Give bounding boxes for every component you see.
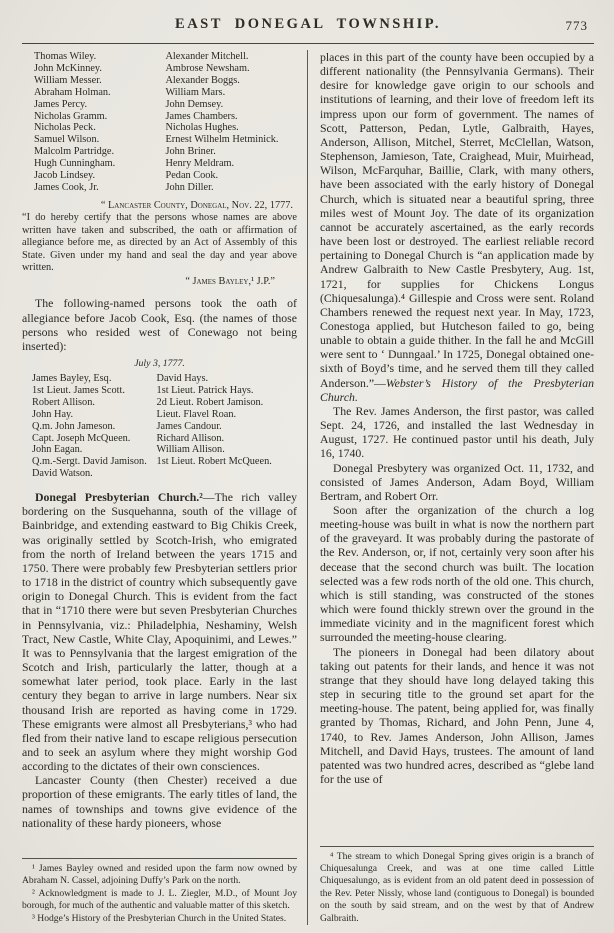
church-section-heading: Donegal Presbyterian Church.²: [35, 490, 203, 505]
header-rule: [22, 43, 594, 44]
right-footnote-rule: [320, 846, 594, 847]
oath-name-entry: William Allison.: [156, 444, 225, 456]
oath-name-entry: Malcolm Partridge.: [34, 146, 115, 158]
oath-name-entry: Thomas Wiley.: [34, 51, 97, 62]
left-footnotes: [22, 863, 297, 925]
oath-name-entry: John McKinney.: [34, 62, 102, 74]
continuation-paragraph: [320, 50, 594, 404]
oath-name-list-2-col-b: [157, 373, 297, 480]
oath-name-entry: Lieut. Flavel Roan.: [156, 408, 237, 420]
oath-name-entry: James Chambers.: [165, 110, 238, 122]
oath-name-list-2-col-a: [32, 373, 157, 480]
oath-name-list-1-col-b: [166, 51, 298, 194]
oath-name-entry: John Hay.: [32, 408, 74, 420]
two-column-layout: [22, 50, 594, 925]
patents-paragraph: The pioneers in Donegal had been dilatory about taking out patents for their lands, and hence it was not strange that they should have long delayed taking this step in securing title to the ground set apart for the meeting-house. The patent, being applied for, was finally granted by Thomas, Richard, and John Penn, June 4, 1740, to Rev. James Anderson, John Allison, James Mitchell, and David Hays, trustees. The amount of land patented was two hundred acres, described as “glebe land for the use of: [320, 644, 594, 786]
oath-name-list-1: [22, 50, 297, 197]
oath-name-entry: 2d Lieut. Robert Jamison.: [156, 396, 264, 408]
oath-name-entry: John Demsey.: [165, 98, 224, 110]
oath-name-entry: John Eagan.: [32, 444, 83, 456]
oath-name-entry: Nicholas Hughes.: [165, 122, 239, 134]
certification-block: [22, 200, 297, 289]
oath-name-entry: Nicholas Peck.: [34, 122, 96, 134]
church-section-paragraph-1: [22, 490, 297, 773]
left-footnote-block: [22, 854, 297, 925]
certification-signature: “ James Bayley,¹ J.P.”: [185, 275, 275, 287]
oath-name-entry: Nicholas Gramm.: [34, 110, 108, 122]
church-section-paragraph-2: Lancaster County (then Chester) received a due proportion of these emigrants. The early titles of land, the names of townships and towns give evidence of the nationality of these hardy pioneers, whose: [22, 773, 297, 830]
oath-name-entry: Alexander Boggs.: [165, 74, 240, 86]
pastor-paragraph: The Rev. James Anderson, the first pastor, was called Sept. 24, 1726, and installed the last Wednesday in August, 1727. He continued pastor until his death, July 16, 1740.: [320, 403, 594, 461]
oath-name-entry: 1st Lieut. Robert McQueen.: [156, 456, 272, 468]
oath-name-entry: 1st Lieut. Patrick Hays.: [156, 384, 254, 396]
certification-body: “I do hereby certify that the persons whose names are above written have taken and subscribed, the oath or affirmation of allegiance before me, as directed by an Act of Assembly of this State. Given under my hand and seal the day and year above written.: [22, 212, 297, 274]
oath-name-entry: Richard Allison.: [156, 432, 225, 444]
oath-name-entry: David Hays.: [156, 373, 209, 384]
page-header: [22, 16, 594, 38]
citation-text: Webster’s History of the Presbyterian Church.: [320, 375, 594, 404]
oath-name-list-2: [22, 372, 297, 483]
oath-name-entry: James Candour.: [156, 420, 222, 432]
date-heading: July 3, 1777.: [134, 358, 185, 369]
oath-name-entry: David Watson.: [32, 468, 93, 480]
oath-name-entry: 1st Lieut. James Scott.: [32, 384, 125, 396]
oath-name-entry: William Messer.: [34, 74, 102, 86]
oath-name-entry: Q.m. John Jameson.: [32, 420, 116, 432]
footnote: ⁴ The stream to which Donegal Spring gives origin is a branch of Chiquesalunga Creek, and was at one time called Little Chiquesalungo, as is evident from an old patent deed in possession of the Rev. Peter Nissly, whose land (contiguous to Donegal) is bounded on the south by said stream, and on the west by that of Andrew Galbraith.: [320, 850, 594, 924]
oath-name-entry: Pedan Cook.: [165, 170, 219, 182]
church-section-paragraph-1-text: —The rich valley bordering on the Susquehanna, south of the village of Bainbridge, and extending eastward to Big Chikis Creek, was originally settled by Scotch-Irish, who emigrated from the north of Ireland between the years 1715 and 1750. There were probably few Presbyterian settlers prior to 1718 in the district of country which subsequently gave origin to Donegal Church. This is evident from the fact that in “1710 there were but seven Presbyterian Churches in Pennsylvania, viz.: Philadelphia, Neshaminy, Welsh Tract, New Castle, White Clay, Apoquinimi, and Lewes.” It was to Pennsylvania that the largest emigration of the Scotch and Irish, particularly the latter, though at a somewhat later period, took place. Early in the last century they began to arrive in large numbers. Near six thousand Irish are reported as having come in 1729. These emigrants were almost all Presbyterians,³ who had fled from their native land to escape religious persecution and to seek an asylum where they might worship God according to the dictates of their own consciences.: [22, 490, 297, 774]
continuation-paragraph-text: places in this part of the county have been occupied by a different nationality (the Pennsylvania Germans). Their desire for knowledge gave origin to our schools and institutions of learning, and their love of freedom left its impress upon our form of government. The names of Scott, Patterson, Pedan, Lytle, Galbraith, Hayes, Anderson, Allison, Mitchel, Sterret, McClellan, Watson, Stephenson, Jamieson, Tate, Craighead, Muir, Muirhead, Wilson, McFarquhar, Baillie, Clark, with many others, have been associated with the early history of Donegal Church, which is situated near a beautiful spring, three miles west of Mount Joy. The date of its organization cannot be accurately ascertained, as the early records have been lost or destroyed. The earliest reliable record pertaining to Donegal Church is “an application made by Andrew Galbraith to New Castle Presbytery, Aug. 1st, 1721, for supplies for Chickens Longus (Chiquesalunga).⁴ Gillespie and Cross were sent. Roland Chambers renewed the request next year. In May, 1723, Conestoga applied, but Hutcheson failed to go, being unable to obtain a guide thither. In the fall he and McGill were sent to ‘ Dunngaal.’ In 1725, Donegal obtained one-sixth of Boyd’s time, and he served them till they called Anderson.”—: [320, 50, 594, 390]
oath-intro-paragraph: The following-named persons took the oath of allegiance before Jacob Cook, Esq. (the names of those persons who resided west of Conewago not being inserted):: [22, 296, 297, 353]
left-footnote-rule: [22, 858, 297, 859]
footnote: ³ Hodge’s History of the Presbyterian Church in the United States.: [32, 912, 287, 924]
oath-name-entry: Samuel Wilson.: [34, 134, 100, 146]
oath-name-entry: Henry Meldram.: [165, 158, 235, 170]
oath-name-entry: Alexander Mitchell.: [165, 51, 249, 62]
oath-name-entry: Ernest Wilhelm Hetminick.: [165, 134, 279, 146]
oath-name-entry: Robert Allison.: [32, 396, 95, 408]
oath-name-entry: John Diller.: [165, 181, 214, 193]
oath-name-entry: James Cook, Jr.: [34, 181, 99, 193]
oath-name-entry: Ambrose Newsham.: [165, 62, 250, 74]
oath-name-entry: James Percy.: [34, 98, 88, 110]
presbytery-paragraph: Donegal Presbytery was organized Oct. 11, 1732, and consisted of James Anderson, Adam Boyd, William Bertram, and Robert Orr.: [320, 460, 594, 503]
oath-name-entry: James Bayley, Esq.: [32, 373, 112, 384]
oath-name-entry: Jacob Lindsey.: [34, 170, 96, 182]
oath-name-list-1-col-a: [34, 51, 166, 194]
oath-name-entry: Q.m.-Sergt. David Jamison.: [32, 456, 147, 468]
certification-dateline: “ Lancaster County, Donegal, Nov. 22, 1777.: [100, 199, 293, 211]
footnote: ¹ James Bayley owned and resided upon the farm now owned by Abraham N. Cassel, adjoining Duffy’s Park on the north.: [22, 862, 297, 887]
oath-name-entry: John Briner.: [165, 146, 216, 158]
page-title: EAST DONEGAL TOWNSHIP.: [175, 16, 441, 32]
oath-name-entry: William Mars.: [165, 86, 226, 98]
right-column: [308, 50, 594, 925]
left-column: [22, 50, 308, 925]
footnote: ² Acknowledgment is made to J. L. Ziegler, M.D., of Mount Joy borough, for much of the authentic and valuable matter of this sketch.: [22, 887, 297, 912]
right-footnote-block: [320, 842, 594, 925]
page-number: 773: [565, 18, 588, 33]
oath-name-entry: Hugh Cunningham.: [34, 158, 116, 170]
oath-name-entry: Capt. Joseph McQueen.: [32, 432, 131, 444]
oath-name-entry: Abraham Holman.: [34, 86, 111, 98]
meeting-house-paragraph: Soon after the organization of the church a log meeting-house was built in what is now the northern part of the graveyard. It was probably during the pastorate of the Rev. Anderson, or, if not, certainly very soon after his decease that the second church was built. The location selected was a few rods north of the old one. This church, which is still standing, was constructed of the stones which were found thickly strewn over the ground in the immediate vicinity and in the magnificent forest which surrounded the meeting-house clearing.: [320, 503, 594, 645]
